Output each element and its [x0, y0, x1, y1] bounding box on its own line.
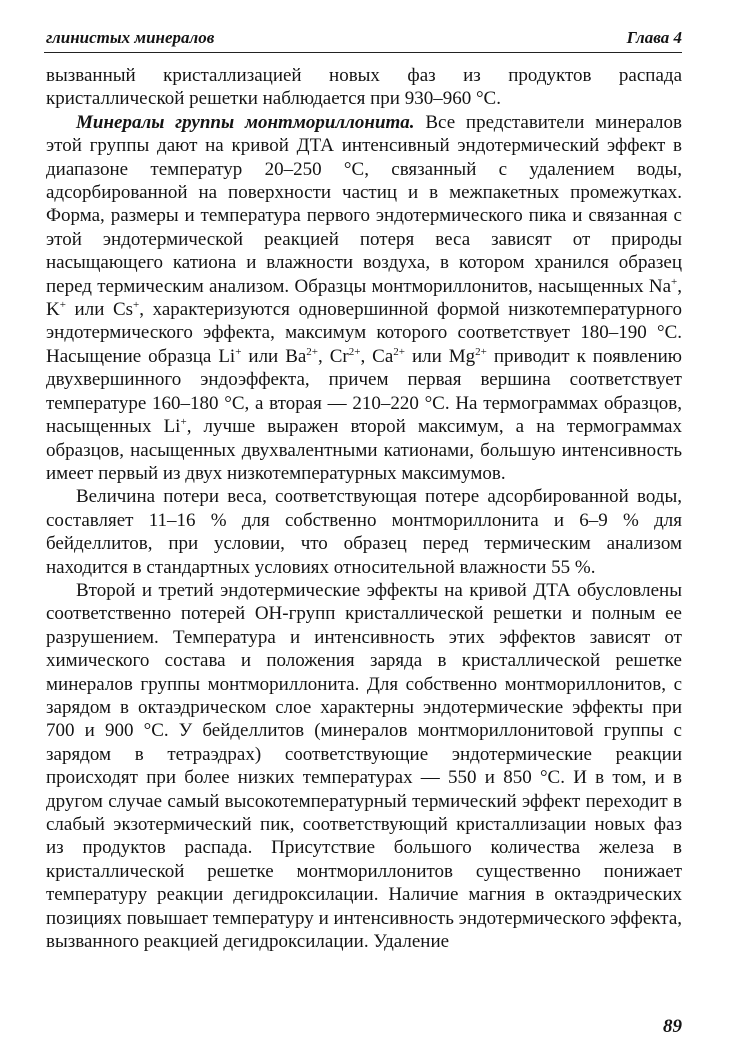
superscript: + [180, 416, 187, 429]
superscript: + [59, 299, 66, 312]
paragraph-montmorillonite [46, 111, 682, 486]
superscript: 2+ [475, 345, 487, 358]
superscript: + [133, 299, 140, 312]
superscript: + [671, 275, 678, 288]
running-header [44, 28, 682, 53]
paragraph-text: , лучше выражен второй максимум, а на термограммах образцов, насыщенных двухвалентными катионами, большую интенсивность имеет первый из двух низкотемпературных максимумов. [46, 416, 682, 484]
body-text [46, 64, 682, 953]
paragraph-text: или Mg [405, 345, 476, 367]
paragraph-weight-loss [46, 485, 682, 579]
paragraph-text: или Ba [241, 345, 307, 367]
header-chapter-title: глинистых минералов [46, 28, 215, 47]
paragraph-text: Второй и третий эндотермические эффекты на кривой ДТА обусловлены соответственно потерей ОН-групп кристаллической решетки и полным ее разрушением. Температура и интенсивность этих эффектов зависят от химического состава и положения заряда в кристаллической решетке минералов группы монтмориллонита. Для собственно монтмориллонитов, с зарядом в октаэдрическом слое характерны эндотермические эффекты при 700 и 900 °С. У бейделлитов (минералов монтмориллонитовой группы с зарядом в тетраэдрах) соответствующие эндотермические реакции происходят при более низких температурах — 550 и 850 °С. И в том, и в другом случае самый высокотемпературный термический эффект переходит в слабый экзотермический пик, соответствующий кристаллизации новых фаз из продуктов распада. Присутствие большого количества железа в кристаллической решетке монтмориллонитов существенно понижает температуру реакции дегидроксилации. Наличие магния в октаэдрических позициях повышает температуру и интенсивность эндотермического эффекта, вызванного реакцией дегидроксилации. Удаление [46, 579, 682, 953]
run-in-heading: Минералы группы монтмориллонита. [76, 111, 415, 133]
page-number: 89 [663, 1016, 682, 1037]
superscript: + [235, 345, 242, 358]
paragraph-text: Величина потери веса, соответствующая потере адсорбированной воды, составляет 11–16 % для собственно монтмориллонита и 6–9 % для бейделлитов, при условии, что образец перед термическим анализом находится в стандартных условиях относительной влажности 55 %. [46, 486, 682, 578]
paragraph-text: , Ca [360, 345, 394, 367]
paragraph-text: , K [46, 275, 682, 321]
paragraph-text: вызванный кристаллизацией новых фаз из продуктов распада кристаллической решетки наблюдается при 930–960 °С. [46, 65, 682, 110]
paragraph-text: приводит к появлению двухвершинного эндоэффекта, причем первая вершина соответствует температуре 160–180 °С, а вторая — 210–220 °С. На термограммах образцов, насыщенных Li [46, 345, 682, 438]
superscript: 2+ [306, 345, 319, 358]
superscript: 2+ [348, 345, 361, 358]
paragraph-text: , характеризуются одновершинной формой низкотемпературного эндотермического эффекта, максимум которого соответствует 180–190 °С. Насыщение образца Li [46, 299, 682, 367]
superscript: 2+ [393, 345, 405, 358]
paragraph-endothermic-effects [46, 579, 682, 954]
paragraph-continuation [46, 64, 682, 111]
paragraph-text: , Cr [318, 345, 349, 367]
paragraph-text: или Cs [65, 299, 134, 321]
paragraph-text: Все представители минералов этой группы дают на кривой ДТА интенсивный эндотермический эффект в диапазоне температур 20–250 °С, связанный с удалением воды, адсорбированной на поверхности частиц и в межпакетных промежутках. Форма, размеры и температура первого эндотермического пика и связанная с этой эндотермической реакцией потеря веса зависят от природы насыщающего катиона и влажности воздуха, в котором хранился образец перед термическим анализом. Образцы монтмориллонитов, насыщенных Na [46, 111, 683, 297]
header-chapter-number: Глава 4 [626, 28, 682, 47]
